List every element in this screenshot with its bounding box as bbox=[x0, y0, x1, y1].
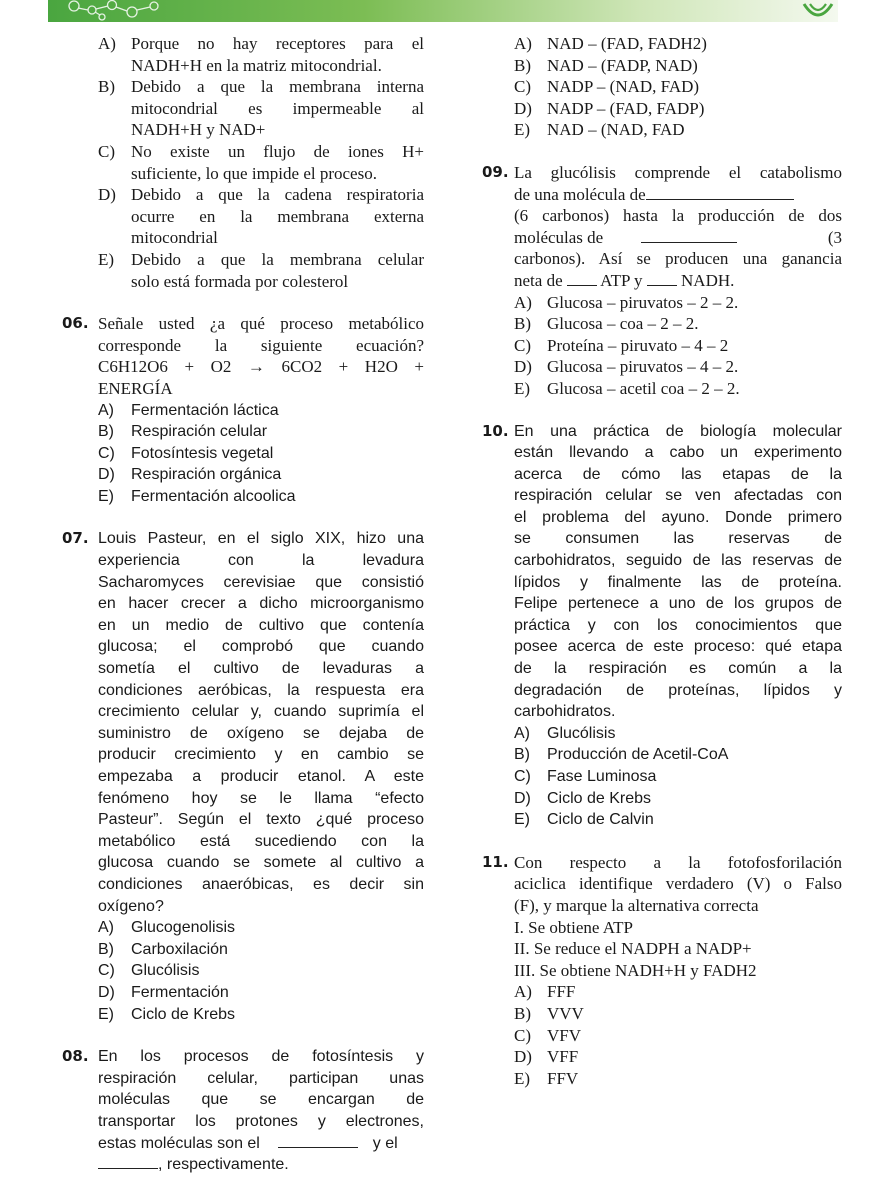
q07-options bbox=[62, 917, 424, 1025]
q09-options bbox=[482, 292, 842, 400]
q06-option-letter: A) bbox=[98, 401, 114, 419]
q05-option-e-letter: E) bbox=[98, 249, 115, 269]
q08-stem-line: transportar los protones y electrones, bbox=[98, 1112, 424, 1130]
q10-stem-line: lípidos y finalmente las de proteína. bbox=[514, 573, 842, 591]
q07-stem-line: empezaba a producir etanol. A este bbox=[98, 768, 424, 785]
q11-option-b[interactable] bbox=[514, 1003, 842, 1025]
q08-option-b[interactable] bbox=[514, 55, 842, 77]
question-08-options bbox=[482, 33, 842, 141]
q10-option-e[interactable] bbox=[514, 809, 842, 831]
q07-stem-line: en hacer crecer a dicho microorganismo bbox=[98, 595, 424, 613]
q10-option-letter: A) bbox=[514, 724, 530, 742]
q07-stem-line: fenómeno hoy se le llama “efecto bbox=[98, 789, 424, 807]
q06-option-text: Fermentación láctica bbox=[131, 401, 279, 419]
q07-option-letter: C) bbox=[98, 962, 115, 980]
q10-stem-line: están llevando a cabo un experimento bbox=[514, 444, 842, 462]
q05-option-c-line: No existe un flujo de iones H+ bbox=[131, 141, 424, 161]
q11-option-text: VFV bbox=[547, 1025, 582, 1045]
q07-stem-line: glucosa cuando se somete al cultivo a bbox=[98, 854, 424, 872]
q07-option-text: Ciclo de Krebs bbox=[131, 1005, 236, 1023]
q07-option-a[interactable] bbox=[98, 917, 424, 939]
q08-option-text: NAD – (FADP, NAD) bbox=[547, 55, 698, 75]
q06-option-text: Respiración celular bbox=[131, 423, 268, 441]
q09-option-text: Glucosa – piruvatos – 2 – 2. bbox=[547, 292, 739, 312]
q07-stem-line: Louis Pasteur, en el siglo XIX, hizo una bbox=[98, 530, 424, 548]
q08-stem-line: moléculas que se encargan de bbox=[98, 1091, 424, 1109]
q10-stem-line: degradación de proteínas, lípidos y bbox=[514, 681, 842, 699]
q08-option-text: NAD – (FAD, FADH2) bbox=[547, 34, 707, 53]
q09-stem-line-blank bbox=[514, 270, 842, 292]
q11-option-text: VFF bbox=[547, 1047, 579, 1067]
q05-option-a[interactable] bbox=[98, 33, 424, 76]
q05-option-d[interactable] bbox=[98, 184, 424, 249]
q10-number: 10. bbox=[482, 421, 509, 440]
q10-option-b[interactable] bbox=[514, 744, 842, 766]
q05-option-b-line: NADH+H y NAD+ bbox=[131, 120, 266, 140]
q08-stem bbox=[62, 1046, 424, 1176]
q10-stem-line: el problema del ayuno. Donde primero bbox=[514, 508, 842, 526]
q10-stem-line: posee acerca de este proceso: qué etapa bbox=[514, 638, 842, 656]
q10-options bbox=[482, 723, 842, 831]
q05-option-d-line: ocurre en la membrana externa bbox=[131, 206, 424, 226]
q08-option-e[interactable] bbox=[514, 119, 842, 141]
q07-option-b[interactable] bbox=[98, 939, 424, 961]
q08-option-c[interactable] bbox=[514, 76, 842, 98]
q07-option-text: Fermentación bbox=[131, 983, 229, 1001]
q11-option-a[interactable] bbox=[514, 981, 842, 1003]
q09-stem-line: carbonos). Así se producen una ganancia bbox=[514, 249, 842, 269]
q09-blank-2 bbox=[641, 228, 737, 243]
q05-option-a-line: Porque no hay receptores para el bbox=[131, 34, 424, 53]
q06-stem-line: corresponde la siguiente ecuación? bbox=[98, 335, 424, 355]
q07-option-text: Glucogenolisis bbox=[131, 919, 236, 937]
q11-option-e[interactable] bbox=[514, 1068, 842, 1090]
q05-option-c-line: suficiente, lo que impide el proceso. bbox=[131, 163, 377, 183]
q09-option-a[interactable] bbox=[514, 292, 842, 314]
q07-stem-line: experiencia con la levadura bbox=[98, 552, 424, 570]
q11-stem-line: (F), y marque la alternativa correcta bbox=[514, 895, 759, 915]
q08-stem-text: y el bbox=[372, 1134, 398, 1152]
q11-option-letter: D) bbox=[514, 1047, 532, 1067]
q09-option-d[interactable] bbox=[514, 356, 842, 378]
q07-stem-line: condiciones anaeróbicas, es decir sin bbox=[98, 875, 424, 893]
q05-option-b[interactable] bbox=[98, 76, 424, 141]
q10-stem-line: de la respiración es común a la bbox=[514, 660, 842, 678]
q07-option-letter: E) bbox=[98, 1005, 114, 1023]
q05-option-c[interactable] bbox=[98, 141, 424, 184]
q08-option-letter: C) bbox=[514, 77, 531, 97]
q09-stem-text: (3 bbox=[827, 227, 842, 247]
brand-logo-icon bbox=[800, 0, 836, 22]
q05-option-d-line: mitocondrial bbox=[131, 228, 218, 248]
q11-option-d[interactable] bbox=[514, 1046, 842, 1068]
q11-options bbox=[482, 981, 842, 1089]
q07-option-e[interactable] bbox=[98, 1004, 424, 1026]
q07-stem-line: suministro de oxígeno se dejaba de bbox=[98, 724, 424, 742]
q10-option-text: Producción de Acetil-CoA bbox=[547, 746, 729, 764]
q09-stem-line-blank bbox=[514, 227, 842, 249]
q09-stem-text: de una molécula de bbox=[514, 184, 646, 204]
question-05-options bbox=[62, 33, 424, 292]
q11-option-letter: B) bbox=[514, 1003, 531, 1023]
q11-number: 11. bbox=[482, 852, 509, 871]
q09-stem-text: NADH. bbox=[681, 270, 735, 290]
q06-option-d[interactable] bbox=[98, 464, 424, 486]
q09-option-e[interactable] bbox=[514, 378, 842, 400]
q06-option-letter: D) bbox=[98, 466, 115, 484]
q08-stem-text: , respectivamente. bbox=[158, 1156, 289, 1174]
q09-stem bbox=[482, 162, 842, 292]
q07-stem-line: metabólico está sucediendo con la bbox=[98, 832, 424, 850]
q09-option-text: Glucosa – piruvatos – 4 – 2. bbox=[547, 357, 739, 377]
q06-option-text: Fermentación alcoolica bbox=[131, 487, 296, 505]
q11-option-text: FFV bbox=[547, 1068, 579, 1088]
q07-option-text: Carboxilación bbox=[131, 940, 228, 958]
q09-option-letter: C) bbox=[514, 335, 531, 355]
q09-option-text: Glucosa – acetil coa – 2 – 2. bbox=[547, 378, 740, 398]
q07-stem-line: en un medio de cultivo que contenía bbox=[98, 616, 424, 634]
q08-option-letter: A) bbox=[514, 34, 532, 53]
header-band bbox=[0, 0, 885, 22]
question-11 bbox=[482, 852, 842, 1090]
q10-stem-line: En una práctica de biología molecular bbox=[514, 422, 842, 440]
question-10 bbox=[482, 421, 842, 831]
q09-stem-text: ATP y bbox=[600, 270, 643, 290]
q08-stem-text: estas moléculas son el bbox=[98, 1134, 260, 1152]
q08-stem-line: respiración celular, participan unas bbox=[98, 1069, 424, 1087]
q05-option-e-line: solo está formada por colesterol bbox=[131, 271, 349, 291]
q10-stem-line: Felipe pertenece a uno de los grupos de bbox=[514, 595, 842, 613]
q08-blank-2 bbox=[98, 1154, 158, 1169]
q10-stem-line: práctica y con los conocimientos que bbox=[514, 616, 842, 634]
q05-option-e[interactable] bbox=[98, 249, 424, 292]
q06-option-b[interactable] bbox=[98, 421, 424, 443]
q05-option-a-line: NADH+H en la matriz mitocondrial. bbox=[131, 55, 382, 75]
q06-number: 06. bbox=[62, 314, 89, 333]
q09-stem-line: (6 carbonos) hasta la producción de dos bbox=[514, 206, 842, 226]
q09-number: 09. bbox=[482, 162, 509, 181]
q08-option-letter: B) bbox=[514, 55, 531, 75]
q09-option-text: Proteína – piruvato – 4 – 2 bbox=[547, 335, 729, 355]
q06-options bbox=[62, 400, 424, 508]
q05-option-e-line: Debido a que la membrana celular bbox=[131, 249, 424, 269]
q06-option-c[interactable] bbox=[98, 443, 424, 465]
question-09 bbox=[482, 162, 842, 400]
q11-option-letter: A) bbox=[514, 982, 532, 1002]
q07-stem-line: condiciones aeróbicas, la respuesta era bbox=[98, 681, 424, 699]
q11-statement-3: III. Se obtiene NADH+H y FADH2 bbox=[514, 960, 757, 980]
q10-stem-line: carbohidratos, seguido de las reservas de bbox=[514, 552, 842, 570]
q07-number: 07. bbox=[62, 529, 89, 548]
q07-stem-line: sometía el cultivo de levaduras a bbox=[98, 660, 424, 678]
q09-blank-3 bbox=[567, 271, 597, 286]
q07-stem bbox=[62, 528, 424, 917]
q09-option-c[interactable] bbox=[514, 335, 842, 357]
q09-option-b[interactable] bbox=[514, 313, 842, 335]
q11-statement-1: I. Se obtiene ATP bbox=[514, 917, 633, 937]
q10-option-letter: D) bbox=[514, 789, 531, 807]
q06-equation: C6H12O6 + O2 → 6CO2 + H2O + bbox=[98, 357, 424, 377]
q10-option-a[interactable] bbox=[514, 723, 842, 745]
q11-stem-line: Con respecto a la fotofosforilación bbox=[514, 852, 842, 872]
q10-stem bbox=[482, 421, 842, 723]
question-08 bbox=[62, 1046, 424, 1176]
q09-blank-4 bbox=[647, 271, 677, 286]
q10-option-text: Fase Luminosa bbox=[547, 768, 657, 785]
q06-stem-line: ENERGÍA bbox=[98, 378, 173, 398]
q06-option-text: Fotosíntesis vegetal bbox=[131, 444, 274, 462]
q05-option-d-letter: D) bbox=[98, 185, 116, 205]
q08-number: 08. bbox=[62, 1047, 89, 1066]
q08-option-a[interactable] bbox=[514, 33, 842, 55]
left-column bbox=[62, 33, 424, 1176]
q05-options bbox=[62, 33, 424, 292]
q08-blank-1 bbox=[278, 1133, 358, 1148]
q10-stem-line: carbohidratos. bbox=[514, 703, 616, 721]
q05-option-a-letter: A) bbox=[98, 34, 116, 53]
q07-option-c[interactable] bbox=[98, 960, 424, 982]
q11-option-text: VVV bbox=[547, 1003, 584, 1023]
q10-option-c[interactable] bbox=[514, 766, 842, 788]
q09-option-letter: D) bbox=[514, 357, 532, 377]
q08-stem-line: En los procesos de fotosíntesis y bbox=[98, 1048, 424, 1066]
question-07 bbox=[62, 528, 424, 1025]
q07-stem-line: producir crecimiento y en cambio se bbox=[98, 746, 424, 764]
q09-blank-1 bbox=[646, 185, 794, 200]
q11-option-letter: C) bbox=[514, 1025, 531, 1045]
q10-option-letter: E) bbox=[514, 811, 530, 829]
q05-option-b-line: mitocondrial es impermeable al bbox=[131, 98, 424, 118]
q08-option-letter: D) bbox=[514, 98, 532, 118]
q06-option-text: Respiración orgánica bbox=[131, 466, 282, 484]
q09-option-letter: E) bbox=[514, 378, 531, 398]
q07-option-letter: A) bbox=[98, 919, 114, 937]
q09-stem-line: La glucólisis comprende el catabolismo bbox=[514, 162, 842, 182]
q06-option-letter: E) bbox=[98, 487, 114, 505]
q11-stem-line: aciclica identifique verdadero (V) o Falso bbox=[514, 874, 842, 894]
q09-stem-text: neta de bbox=[514, 270, 563, 290]
q09-stem-text: moléculas de bbox=[514, 227, 604, 247]
q06-option-letter: C) bbox=[98, 444, 115, 462]
q09-option-letter: A) bbox=[514, 292, 532, 312]
q11-option-text: FFF bbox=[547, 982, 576, 1002]
q08-option-text: NAD – (NAD, FAD bbox=[547, 120, 685, 140]
q11-option-letter: E) bbox=[514, 1068, 531, 1088]
q10-option-letter: B) bbox=[514, 746, 530, 764]
q10-option-text: Ciclo de Calvin bbox=[547, 811, 654, 829]
q08-option-letter: E) bbox=[514, 120, 531, 140]
q09-option-text: Glucosa – coa – 2 – 2. bbox=[547, 314, 699, 334]
q07-stem-line: crecimiento celular y, cuando suprimía el bbox=[98, 703, 424, 721]
q07-option-letter: B) bbox=[98, 940, 114, 958]
q09-stem-line-blank bbox=[514, 184, 842, 206]
molecule-decoration-icon bbox=[62, 0, 172, 22]
q10-option-text: Ciclo de Krebs bbox=[547, 789, 652, 807]
right-column bbox=[482, 33, 842, 1089]
q10-option-d[interactable] bbox=[514, 788, 842, 810]
q07-stem-line: glucosa; el comprobó que cuando bbox=[98, 638, 424, 656]
q06-stem-line: Señale usted ¿a qué proceso metabólico bbox=[98, 314, 424, 334]
q05-option-d-line: Debido a que la cadena respiratoria bbox=[131, 185, 424, 205]
q11-option-c[interactable] bbox=[514, 1025, 842, 1047]
q06-stem bbox=[62, 313, 424, 399]
q10-option-text: Glucólisis bbox=[547, 724, 616, 742]
q07-option-letter: D) bbox=[98, 983, 115, 1001]
q10-stem-line: se consumen las reservas de bbox=[514, 530, 842, 548]
q11-stem bbox=[482, 852, 842, 982]
q10-stem-line: acerca de cómo las etapas de la bbox=[514, 465, 842, 483]
q05-option-c-letter: C) bbox=[98, 141, 115, 161]
q07-stem-line: oxígeno? bbox=[98, 897, 164, 915]
q09-option-letter: B) bbox=[514, 314, 531, 334]
q11-statement-2: II. Se reduce el NADPH a NADP+ bbox=[514, 939, 752, 959]
q07-stem-line: Sacharomyces cerevisiae que consistió bbox=[98, 573, 424, 591]
q08-option-text: NADP – (NAD, FAD) bbox=[547, 77, 700, 97]
q10-stem-line: respiración celular se ven afectadas con bbox=[514, 487, 842, 505]
q08-option-d[interactable] bbox=[514, 98, 842, 120]
q08-option-text: NADP – (FAD, FADP) bbox=[547, 98, 705, 118]
q08-stem-line-blank bbox=[98, 1154, 424, 1176]
q08-stem-line-blank bbox=[98, 1133, 424, 1155]
q05-option-b-letter: B) bbox=[98, 77, 115, 97]
q06-option-letter: B) bbox=[98, 423, 114, 441]
q10-option-letter: C) bbox=[514, 768, 531, 785]
q06-option-e[interactable] bbox=[98, 486, 424, 508]
q07-stem-line: Pasteur”. Según el texto ¿qué proceso bbox=[98, 811, 424, 829]
q08-options bbox=[482, 33, 842, 141]
q05-option-b-line: Debido a que la membrana interna bbox=[131, 77, 424, 97]
q07-option-d[interactable] bbox=[98, 982, 424, 1004]
question-06 bbox=[62, 313, 424, 507]
q07-option-text: Glucólisis bbox=[131, 962, 200, 980]
q06-option-a[interactable] bbox=[98, 400, 424, 422]
